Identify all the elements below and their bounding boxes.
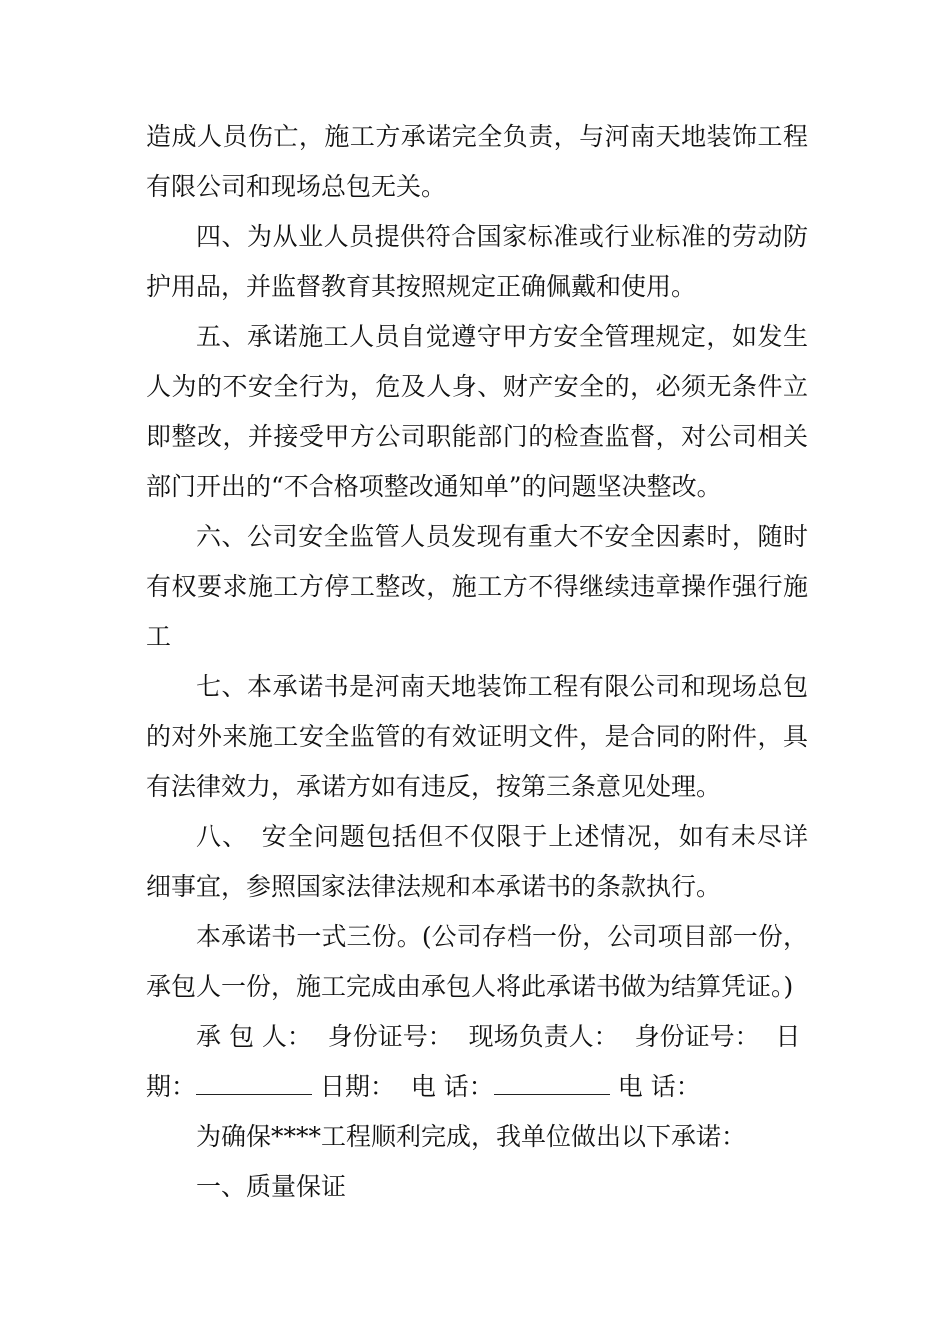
date-blank-1: [196, 1072, 312, 1095]
document-body: [146, 112, 808, 1212]
signature-line-1: 承 包 人： 身份证号： 现场负责人： 身份证号： 日: [196, 1022, 801, 1051]
date-phone-label: 日期： 电 话：: [312, 1072, 494, 1101]
commitment-intro: 为确保****工程顺利完成，我单位做出以下承诺：: [196, 1122, 747, 1151]
section-heading-quality: 一、质量保证: [196, 1172, 347, 1201]
date-label-1: 期：: [146, 1072, 197, 1101]
phone-label-2: 电 话：: [609, 1072, 701, 1101]
paragraph-item-8: 八、 安全问题包括但不仅限于上述情况，如有未尽详细事宜，参照国家法律法规和本承诺书的条款执行。: [146, 822, 808, 901]
signature-line-2: [146, 1062, 808, 1112]
phone-blank-1: [494, 1072, 610, 1095]
paragraph-item-6: 六、公司安全监管人员发现有重大不安全因素时，随时有权要求施工方停工整改，施工方不得继续违章操作强行施工: [146, 522, 808, 651]
paragraph-continuation: 造成人员伤亡，施工方承诺完全负责，与河南天地装饰工程有限公司和现场总包无关。: [146, 122, 808, 201]
paragraph-item-4: 四、为从业人员提供符合国家标准或行业标准的劳动防护用品，并监督教育其按照规定正确佩戴和使用。: [146, 222, 808, 301]
signature-block: [146, 1012, 808, 1062]
paragraph-copies-note: 本承诺书一式三份。(公司存档一份，公司项目部一份，承包人一份，施工完成由承包人将此承诺书做为结算凭证。): [146, 922, 808, 1001]
paragraph-item-5: 五、承诺施工人员自觉遵守甲方安全管理规定，如发生人为的不安全行为，危及人身、财产安全的，必须无条件立即整改，并接受甲方公司职能部门的检查监督，对公司相关部门开出的“不合格项整改通知单”的问题坚决整改。: [146, 322, 808, 501]
paragraph-item-7: 七、本承诺书是河南天地装饰工程有限公司和现场总包的对外来施工安全监管的有效证明文件，是合同的附件，具有法律效力，承诺方如有违反，按第三条意见处理。: [146, 672, 808, 801]
